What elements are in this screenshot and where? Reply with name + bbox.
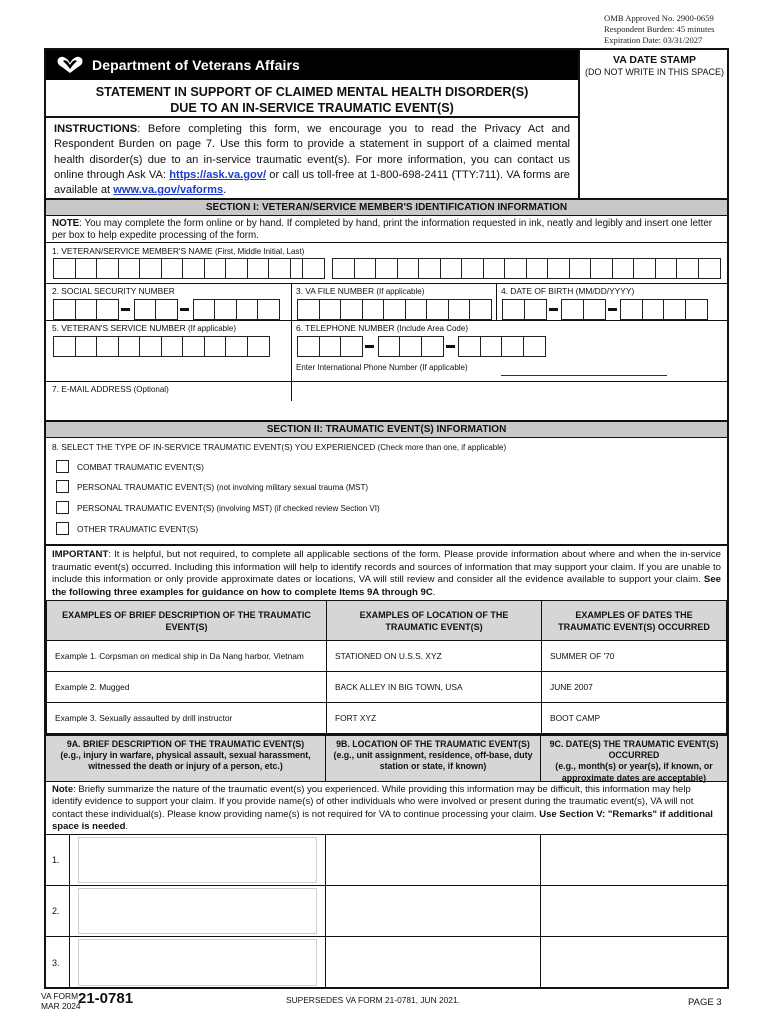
dob-box [561,299,584,320]
dates-field-1[interactable] [541,835,727,885]
dob-box [663,299,686,320]
combat-checkbox[interactable] [56,460,69,473]
name-first-box[interactable] [247,258,270,279]
dates-field-3[interactable] [541,937,727,988]
name-first-box[interactable] [182,258,205,279]
table-row [46,937,727,988]
phone-box [399,336,422,357]
q5-label: 5. VETERAN'S SERVICE NUMBER (If applicable) [52,323,236,333]
ssn-box [236,299,259,320]
name-last-box[interactable] [590,258,613,279]
instructions-lead: INSTRUCTIONS [54,123,138,135]
name-last-box[interactable] [569,258,592,279]
q9c-header: 9C. DATE(S) THE TRAUMATIC EVENT(S) OCCURRED (e.g., month(s) or year(s), if known, or approximate dates are acceptable) [549,739,719,783]
va-file-number-input[interactable] [297,299,491,320]
example-date: SUMMER OF '70 [542,641,727,672]
name-last-box[interactable] [483,258,506,279]
va-file-box[interactable] [319,299,342,320]
personal-mst-checkbox[interactable] [56,501,69,514]
dob-box [642,299,665,320]
name-last-box[interactable] [354,258,377,279]
name-last-box[interactable] [418,258,441,279]
intl-phone-label: Enter International Phone Number (If applicable) [296,363,468,372]
name-last-box[interactable] [655,258,678,279]
email-input[interactable] [46,395,727,420]
example-location: FORT XYZ [327,703,542,734]
va-seal-logo-icon [56,55,84,75]
va-file-box[interactable] [405,299,428,320]
location-field-2[interactable] [326,886,541,936]
q1-label: 1. VETERAN/SERVICE MEMBER'S NAME (First, Middle Initial, Last) [52,246,305,256]
dash-separator [604,299,620,320]
dob-box [685,299,708,320]
q9-header-row [46,734,727,781]
name-last-box[interactable] [440,258,463,279]
name-last-box[interactable] [698,258,721,279]
section-1-header: SECTION I: VETERAN/SERVICE MEMBER'S IDENTIFICATION INFORMATION [46,198,727,216]
q2-label: 2. SOCIAL SECURITY NUMBER [52,286,175,296]
q9-note: Note: Briefly summarize the nature of the traumatic event(s) you experienced. While providing this information may be difficult, this information may help identify evidence to support your claim. If you provide name(s) of other individuals who were involved or present during the traumatic event(s), VA will not contact these individual(s). Please know providing name(s) is not required for VA to continue processing your claim. Use Section V: "Remarks" if additional space is needed. [46,781,727,834]
va-file-box[interactable] [426,299,449,320]
stamp-subtitle: (DO NOT WRITE IN THIS SPACE) [584,67,724,77]
name-first-box[interactable] [118,258,141,279]
omb-burden: Respondent Burden: 45 minutes [604,24,715,34]
service-number-box[interactable] [247,336,270,357]
ssn-input[interactable] [53,299,279,320]
phone-box [421,336,444,357]
ssn-box [96,299,119,320]
name-last-box[interactable] [633,258,656,279]
telephone-input[interactable] [297,336,544,357]
instructions-text: or call us toll-free at 1-800-698-2411 (TTY:711). VA forms are available at [54,168,570,197]
description-field-1[interactable] [70,835,326,885]
name-last-boxes[interactable] [332,258,719,279]
service-number-box[interactable] [96,336,119,357]
section-1-note [46,216,727,243]
dash-separator [442,336,458,357]
examples-header-row [47,601,727,641]
phone-box [480,336,503,357]
name-last-box[interactable] [397,258,420,279]
table-row [47,641,727,672]
instructions-text: . [223,184,227,197]
name-last-box[interactable] [547,258,570,279]
dob-box [502,299,525,320]
name-first-boxes[interactable] [53,258,311,279]
va-file-box[interactable] [362,299,385,320]
example-date: BOOT CAMP [542,703,727,734]
example-location: STATIONED ON U.S.S. XYZ [327,641,542,672]
section-2-header: SECTION II: TRAUMATIC EVENT(S) INFORMATION [46,420,727,438]
dash-separator [545,299,561,320]
important-note: IMPORTANT: It is helpful, but not required, to complete all applicable sections of the form. Please provide information about where and when the in-service traumatic event(s) occurred. Including this information will help to identify records and sources of information that may support your claim. If you are unable to include this information or only provide approximate dates or locations, VA will still review and consider all the evidence available to support your claim. See the following three examples for guidance on how to complete Items 9A through 9C. [52,549,721,598]
description-field-3[interactable] [70,937,326,988]
name-first-box[interactable] [96,258,119,279]
stamp-title: VA DATE STAMP [612,54,697,66]
form-title-line2: DUE TO AN IN-SERVICE TRAUMATIC EVENT(S) [170,101,454,115]
name-first-box[interactable] [268,258,291,279]
row-number: 2. [46,886,70,936]
q4-label: 4. DATE OF BIRTH (MM/DD/YYYY) [501,286,635,296]
table-row [47,672,727,703]
dash-separator [362,336,378,357]
examples-header: EXAMPLES OF DATES THE TRAUMATIC EVENT(S) OCCURRED [542,601,727,641]
name-first-box[interactable] [225,258,248,279]
service-number-box[interactable] [182,336,205,357]
ssn-box [193,299,216,320]
instructions-text: : Before completing this form, we encourage you to read the Privacy Act and Respondent Burden on page 7. Use this form to provide a statement in support of a claimed mental health disorder(s) due to an in-service traumatic event(s). For more information, you can contact us online through Ask VA: [54,123,570,181]
q9b-header: 9B. LOCATION OF THE TRAUMATIC EVENT(S) (e.g., unit assignment, residence, off-base, duty station or state, if known) [326,736,541,781]
phone-box [297,336,320,357]
q8-label: 8. SELECT THE TYPE OF IN-SERVICE TRAUMATIC EVENT(S) YOU EXPERIENCED (Check more than one, if applicable) [52,442,507,452]
name-first-box[interactable] [53,258,76,279]
ssn-box [75,299,98,320]
name-last-box[interactable] [676,258,699,279]
va-date-stamp-area [578,50,729,198]
dates-field-2[interactable] [541,886,727,936]
ssn-box [155,299,178,320]
intl-phone-input[interactable] [501,375,667,376]
ssn-box [53,299,76,320]
location-field-1[interactable] [326,835,541,885]
va-forms-link[interactable]: www.va.gov/vaforms [113,184,224,197]
page-number: PAGE 3 [688,997,722,1008]
service-number-box[interactable] [204,336,227,357]
phone-box [378,336,401,357]
phone-box [501,336,524,357]
example-description: Example 1. Corpsman on medical ship in Da Nang harbor, Vietnam [47,641,327,672]
name-last-box[interactable] [504,258,527,279]
example-description: Example 2. Mugged [47,672,327,703]
note-lead: NOTE [52,218,80,229]
form-title [46,80,578,118]
form-number: 21-0781 [78,990,134,1007]
omb-approval: OMB Approved No. 2900-0659 [604,13,714,23]
ssn-box [214,299,237,320]
service-number-input[interactable] [53,336,268,357]
personal-mst-option-label: PERSONAL TRAUMATIC EVENT(S) (involving MST) (if checked review Section VI) [77,503,380,513]
service-number-box[interactable] [161,336,184,357]
dash-separator [177,299,193,320]
phone-box [340,336,363,357]
name-last-box[interactable] [526,258,549,279]
row-number: 3. [46,937,70,988]
examples-header: EXAMPLES OF BRIEF DESCRIPTION OF THE TRAUMATIC EVENT(S) [47,601,327,641]
va-form-label: VA FORM MAR 2024 [41,991,81,1011]
omb-info [604,13,715,46]
example-description: Example 3. Sexually assaulted by drill instructor [47,703,327,734]
dash-separator [118,299,134,320]
name-first-box[interactable] [139,258,162,279]
va-file-box[interactable] [383,299,406,320]
service-number-box[interactable] [225,336,248,357]
form-footer [0,990,770,1024]
name-mi-box[interactable] [302,258,325,279]
table-row [46,886,727,937]
ssn-box [134,299,157,320]
row-number: 1. [46,835,70,885]
combat-option-label: COMBAT TRAUMATIC EVENT(S) [77,462,204,472]
note-text: : You may complete the form online or by hand. If completed by hand, print the information requested in ink, neatly and legibly and insert one letter per box to help expedite processing of the form. [52,218,713,241]
phone-box [458,336,481,357]
omb-expiration: Expiration Date: 03/31/2027 [604,35,703,45]
q7-label: 7. E-MAIL ADDRESS (Optional) [52,384,169,394]
department-name: Department of Veterans Affairs [92,57,300,73]
name-first-box[interactable] [75,258,98,279]
ask-va-link[interactable]: https://ask.va.gov/ [169,168,267,181]
examples-header: EXAMPLES OF LOCATION OF THE TRAUMATIC EVENT(S) [327,601,542,641]
service-number-box[interactable] [118,336,141,357]
phone-box [523,336,546,357]
example-location: BACK ALLEY IN BIG TOWN, USA [327,672,542,703]
other-event-option-label: OTHER TRAUMATIC EVENT(S) [77,524,199,534]
ssn-box [257,299,280,320]
name-last-box[interactable] [332,258,355,279]
phone-box [319,336,342,357]
va-file-box[interactable] [340,299,363,320]
dob-box [583,299,606,320]
name-last-box[interactable] [612,258,635,279]
q6-label: 6. TELEPHONE NUMBER (Include Area Code) [296,323,468,333]
name-last-box[interactable] [461,258,484,279]
dob-box [620,299,643,320]
va-file-box[interactable] [469,299,492,320]
location-field-3[interactable] [326,937,541,988]
instructions [46,118,578,198]
va-file-box[interactable] [297,299,320,320]
service-number-box[interactable] [75,336,98,357]
personal-non-mst-checkbox[interactable] [56,480,69,493]
other-event-checkbox[interactable] [56,522,69,535]
service-number-box[interactable] [139,336,162,357]
personal-non-mst-option-label: PERSONAL TRAUMATIC EVENT(S) (not involving military sexual trauma (MST) [77,482,369,492]
name-middle-initial-box[interactable] [302,258,324,279]
va-form [44,48,729,989]
va-file-box[interactable] [448,299,471,320]
description-field-2[interactable] [70,886,326,936]
table-row [46,835,727,886]
examples-table [46,600,727,734]
example-date: JUNE 2007 [542,672,727,703]
service-number-box[interactable] [53,336,76,357]
name-last-box[interactable] [375,258,398,279]
table-row [47,703,727,734]
dob-box [524,299,547,320]
name-first-box[interactable] [161,258,184,279]
q9a-header: 9A. BRIEF DESCRIPTION OF THE TRAUMATIC EVENT(S) (e.g., injury in warfare, physical assault, sexual harassment, witnessed the death or injury of a person, etc.) [46,736,326,781]
department-header [46,50,578,80]
form-title-line1: STATEMENT IN SUPPORT OF CLAIMED MENTAL HEALTH DISORDER(S) [95,85,529,99]
name-first-box[interactable] [204,258,227,279]
dob-input[interactable] [502,299,706,320]
q3-label: 3. VA FILE NUMBER (If applicable) [296,286,425,296]
supersedes-note: SUPERSEDES VA FORM 21-0781, JUN 2021. [286,995,460,1005]
q9-response-table [46,834,727,987]
